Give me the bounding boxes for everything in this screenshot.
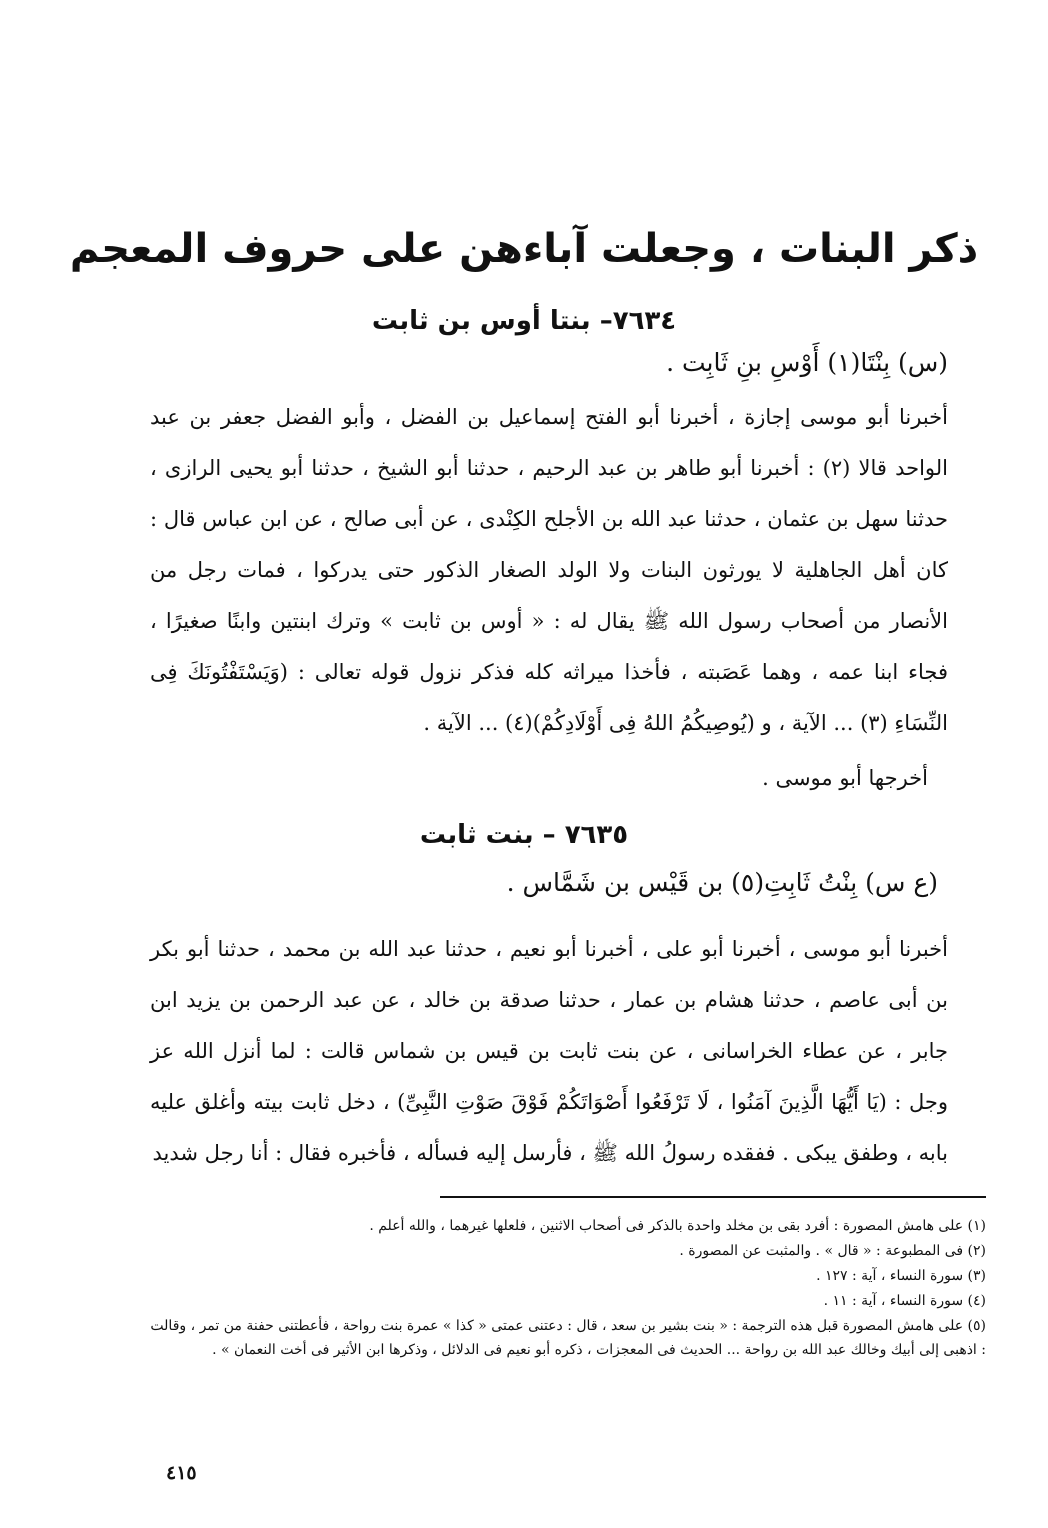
page-number: ٤١٥ bbox=[166, 1462, 197, 1484]
entry-closing-7634: أخرجها أبو موسى . bbox=[762, 766, 928, 790]
footnote-3: (٣) سورة النساء ، آية : ١٢٧ . bbox=[816, 1268, 986, 1284]
entry-text-7635: أخبرنا أبو موسى ، أخبرنا أبو على ، أخبرنا أبو نعيم ، حدثنا عبد الله بن محمد ، حدثنا أبو بكر بن أبى عاصم ، حدثنا هشام بن عمار ، حدثنا صدقة بن خالد ، عن عبد الرحمن بن يزيد ابن جابر ، عن عطاء الخراسانى ، عن بنت ثابت بن قيس بن شماس قالت : لما أنزل الله عز وجل : (يَا أَيُّهَا الَّذِينَ آمَنُوا ، لَا تَرْفَعُوا أَصْوَاتَكُمْ فَوْقَ صَوْتِ النَّبِىِّ) ، دخل ثابت بيته وأغلق عليه بابه ، وطفق يبكى . ففقده رسولُ الله ﷺ ، فأرسل إليه فسأله ، فأخبره فقال : أنا رجل شديد bbox=[150, 937, 948, 1165]
footnote-1: (١) على هامش المصورة : أفرد بقى بن مخلد واحدة بالذكر فى أصحاب الاثنين ، فلعلها غيرهما ، والله أعلم . bbox=[369, 1218, 986, 1234]
entry-name-line-7635: (ع س) بِنْتُ ثَابِتِ(٥) بن قَيْس بن شَمَّاس . bbox=[506, 868, 938, 897]
footnote-2: (٢) فى المطبوعة : « قال » . والمثبت عن المصورة . bbox=[679, 1243, 986, 1259]
footnotes-list bbox=[150, 1214, 986, 1362]
entry-heading-7634: ٧٦٣٤– بنتا أوس بن ثابت bbox=[371, 306, 677, 336]
entry-text-7634: أخبرنا أبو موسى إجازة ، أخبرنا أبو الفتح إسماعيل بن الفضل ، وأبو الفضل جعفر بن عبد الواحد قالا (٢) : أخبرنا أبو طاهر بن عبد الرحيم ، حدثنا أبو الشيخ ، حدثنا أبو يحيى الرازى ، حدثنا سهل بن عثمان ، حدثنا عبد الله بن الأجلح الكِنْدى ، عن أبى صالح ، عن ابن عباس قال : كان أهل الجاهلية لا يورثون البنات ولا الولد الصغار الذكور حتى يدركوا ، فمات رجل من الأنصار من أصحاب رسول الله ﷺ يقال له : « أوس بن ثابت » وترك ابنتين وابنًا صغيرًا ، فجاء ابنا عمه ، وهما عَصَبته ، فأخذا ميراثه كله فذكر نزول قوله تعالى : (وَيَسْتَفْتُونَكَ فِى النِّسَاءِ (٣) ... الآية ، و (يُوصِيكُمُ اللهُ فِى أَوْلَادِكُمْ)(٤) ... الآية . bbox=[150, 405, 948, 735]
chapter-title: ذكر البنات ، وجعلت آباءهن على حروف المعجم bbox=[69, 226, 979, 272]
footnote-5: (٥) على هامش المصورة قبل هذه الترجمة : « بنت بشير بن سعد ، قال : دعتنى عمتى « كذا » عمرة بنت رواحة ، فأعطتنى حفنة من تمر ، وقالت : اذهبى إلى أبيك وخالك عبد الله بن رواحة ... الحديث فى المعجزات ، ذكره أبو نعيم فى الدلائل ، وذكرها ابن الأثير فى أخت النعمان » . bbox=[150, 1318, 986, 1358]
footnote-4: (٤) سورة النساء ، آية : ١١ . bbox=[823, 1293, 986, 1309]
entry-name-line-7634: (س) بِنْتَا(١) أَوْسِ بنِ ثَابِت . bbox=[666, 348, 948, 377]
entry-heading-7635: ٧٦٣٥ – بنت ثابت bbox=[419, 820, 629, 850]
footnote-separator bbox=[440, 1196, 986, 1198]
